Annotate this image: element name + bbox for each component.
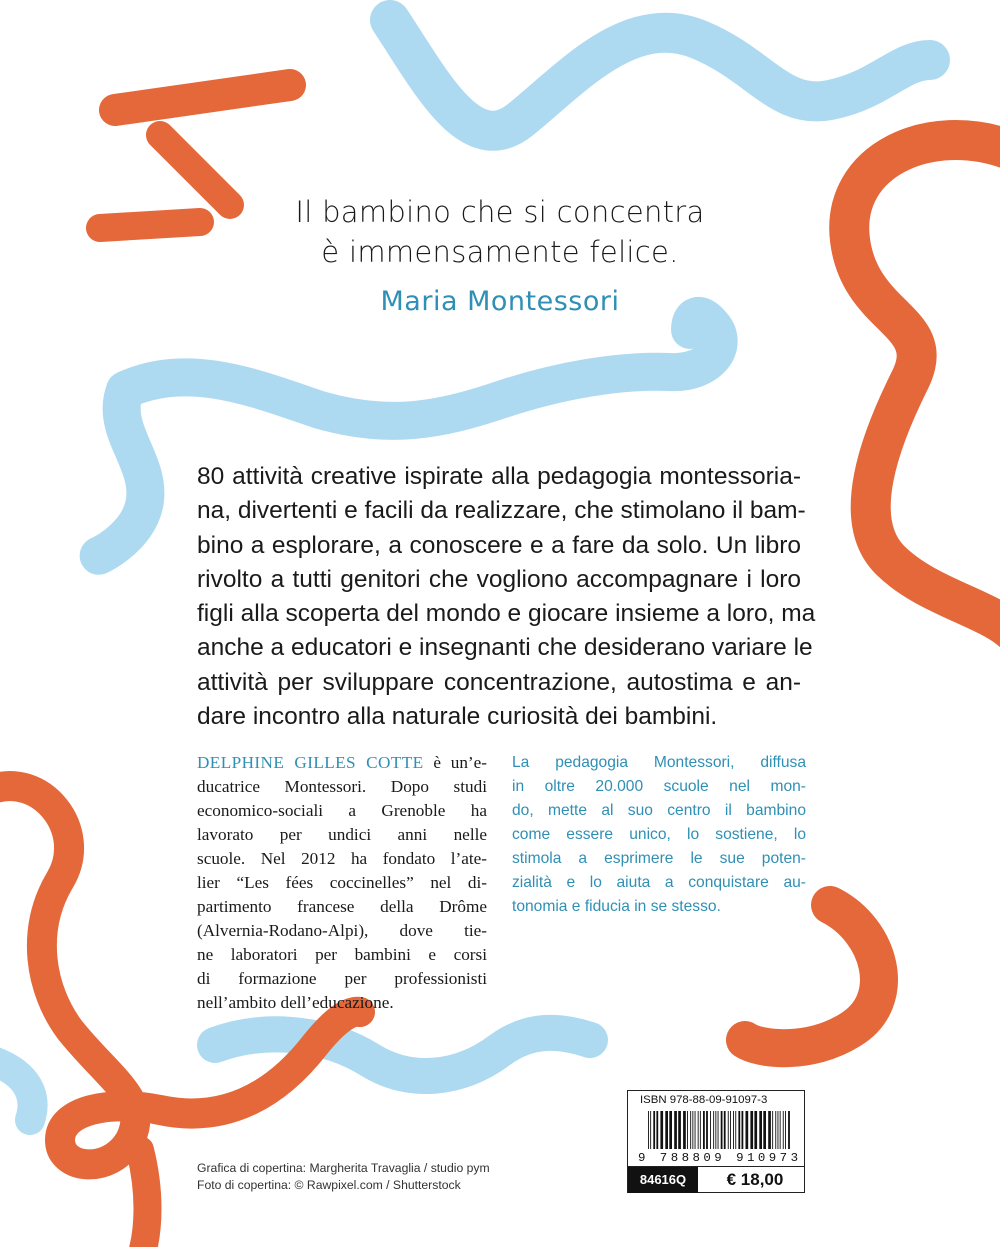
barcode-bar [768,1111,771,1149]
author-bio-line: ne laboratori per bambini e corsi [197,945,487,964]
barcode-bar [778,1111,779,1149]
barcode-bar [742,1111,744,1149]
book-description [197,460,816,734]
barcode-bar [735,1111,736,1149]
price-label: € 18,00 [726,1170,784,1189]
author-bio-first-line [197,751,487,775]
barcode-bar [733,1111,734,1149]
barcode-bar [718,1111,719,1149]
barcode-bar [728,1111,729,1149]
author-bio-line: di formazione per professionisti [197,969,487,988]
orange-dash-bottom [100,222,200,228]
quote-block [240,192,760,320]
montessori-note-line: zialità e lo aiuta a conquistare au- [512,874,806,891]
orange-brush-stroke-bottom-tail [140,1150,148,1247]
barcode-bar [695,1111,696,1149]
barcode-bar [678,1111,681,1149]
barcode-bar [710,1111,711,1149]
barcode-bar [750,1111,753,1149]
barcode-bar [775,1111,776,1149]
author-bio-line: lavorato per undici anni nelle [197,825,487,844]
description-line: figli alla scoperta del mondo e giocare insieme a loro, ma [197,600,816,628]
barcode-bar [650,1111,651,1149]
barcode-bar [783,1111,784,1149]
product-code: 84616Q [628,1167,698,1193]
montessori-note-line: do, mette al suo centro il bambino [512,802,806,819]
barcode-bar [703,1111,705,1149]
author-bio-line: ducatrice Montessori. Dopo studi [197,777,487,796]
cover-design-credit: Grafica di copertina: Margherita Travaglia / studio pym [197,1161,490,1175]
barcode-bar [763,1111,766,1149]
barcode-bar [788,1111,790,1149]
barcode-bar [759,1111,762,1149]
cover-photo-credit: Foto di copertina: © Rawpixel.com / Shutterstock [197,1178,461,1192]
barcode-bar [648,1111,649,1149]
author-bio-line: nell’ambito dell’educazione. [197,993,394,1012]
blue-brush-stroke-left-edge [0,1060,33,1120]
montessori-note [512,751,806,919]
description-line: dare incontro alla naturale curiosità dei bambini. [197,703,718,731]
cover-credits [197,1160,490,1194]
author-bio-line: partimento francese della Drôme [197,897,487,916]
barcode-bar [724,1111,726,1149]
isbn-barcode-box [627,1090,805,1193]
barcode-bar [730,1111,731,1149]
barcode-bar [721,1111,723,1149]
montessori-note-line: tonomia e fiducia in se stesso. [512,898,721,915]
barcode-bar [746,1111,749,1149]
author-bio-line: economico-sociali a Grenoble ha [197,801,487,820]
barcode-bar [660,1111,663,1149]
barcode-bar [713,1111,714,1149]
barcode-bar [772,1111,773,1149]
description-line: anche a educatori e insegnanti che desiderano variare le [197,634,813,662]
montessori-note-line: stimola a esprimere le sue poten- [512,850,806,867]
description-line: bino a esplorare, a conoscere e a fare da solo. Un libro [197,531,801,559]
orange-brush-stroke-right [849,140,1000,640]
blue-brush-stroke-top [390,20,930,131]
montessori-note-line: La pedagogia Montessori, diffusa [512,754,806,771]
author-bio-line: lier “Les fées coccinelles” nel di- [197,873,487,892]
barcode-bar [683,1111,686,1149]
barcode-bar [715,1111,716,1149]
barcode-bar [785,1111,786,1149]
description-line: rivolto a tutti genitori che vogliono accompagnare i loro [197,565,801,593]
montessori-note-line: in oltre 20.000 scuole nel mon- [512,778,806,795]
montessori-note-line: come essere unico, lo sostiene, lo [512,826,806,843]
author-bio-line: scuole. Nel 2012 ha fondato l’ate- [197,849,487,868]
barcode-bar [706,1111,708,1149]
description-line: 80 attività creative ispirate alla pedagogia montessoria- [197,463,801,490]
barcode-bar [653,1111,655,1149]
quote-line-1: Il bambino che si concentra [295,195,705,229]
barcode-bar [665,1111,668,1149]
quote-line-2: è immensamente felice. [321,235,679,269]
barcode-graphic [638,1111,798,1163]
barcode-bar [674,1111,677,1149]
orange-arc-right [745,905,879,1048]
barcode-bar [780,1111,781,1149]
barcode-bar [700,1111,701,1149]
author-bio-line: (Alvernia-Rodano-Alpi), dove tie- [197,921,487,940]
barcode-bar [698,1111,699,1149]
barcode-bar [754,1111,757,1149]
orange-dash-top [115,85,290,110]
barcode-bar [738,1111,740,1149]
barcode-bar [669,1111,672,1149]
barcode-bar [687,1111,688,1149]
author-bio [197,751,487,1015]
description-line: na, divertenti e facili da realizzare, che stimolano il bam- [197,497,806,525]
barcode-bars [648,1111,790,1149]
author-bio-text: è un’e- [423,753,487,772]
isbn-number: ISBN 978-88-09-91097-3 [640,1094,768,1106]
description-line: attività per sviluppare concentrazione, autostima e an- [197,668,801,696]
barcode-bar [692,1111,693,1149]
barcode-bar [656,1111,658,1149]
barcode-bar [690,1111,691,1149]
barcode-footer [628,1166,804,1193]
orange-dash-middle [160,135,230,205]
barcode-digits: 9 788809 910973 [638,1151,798,1163]
quote-author: Maria Montessori [380,286,620,317]
author-name: DELPHINE GILLES COTTE [197,753,424,772]
